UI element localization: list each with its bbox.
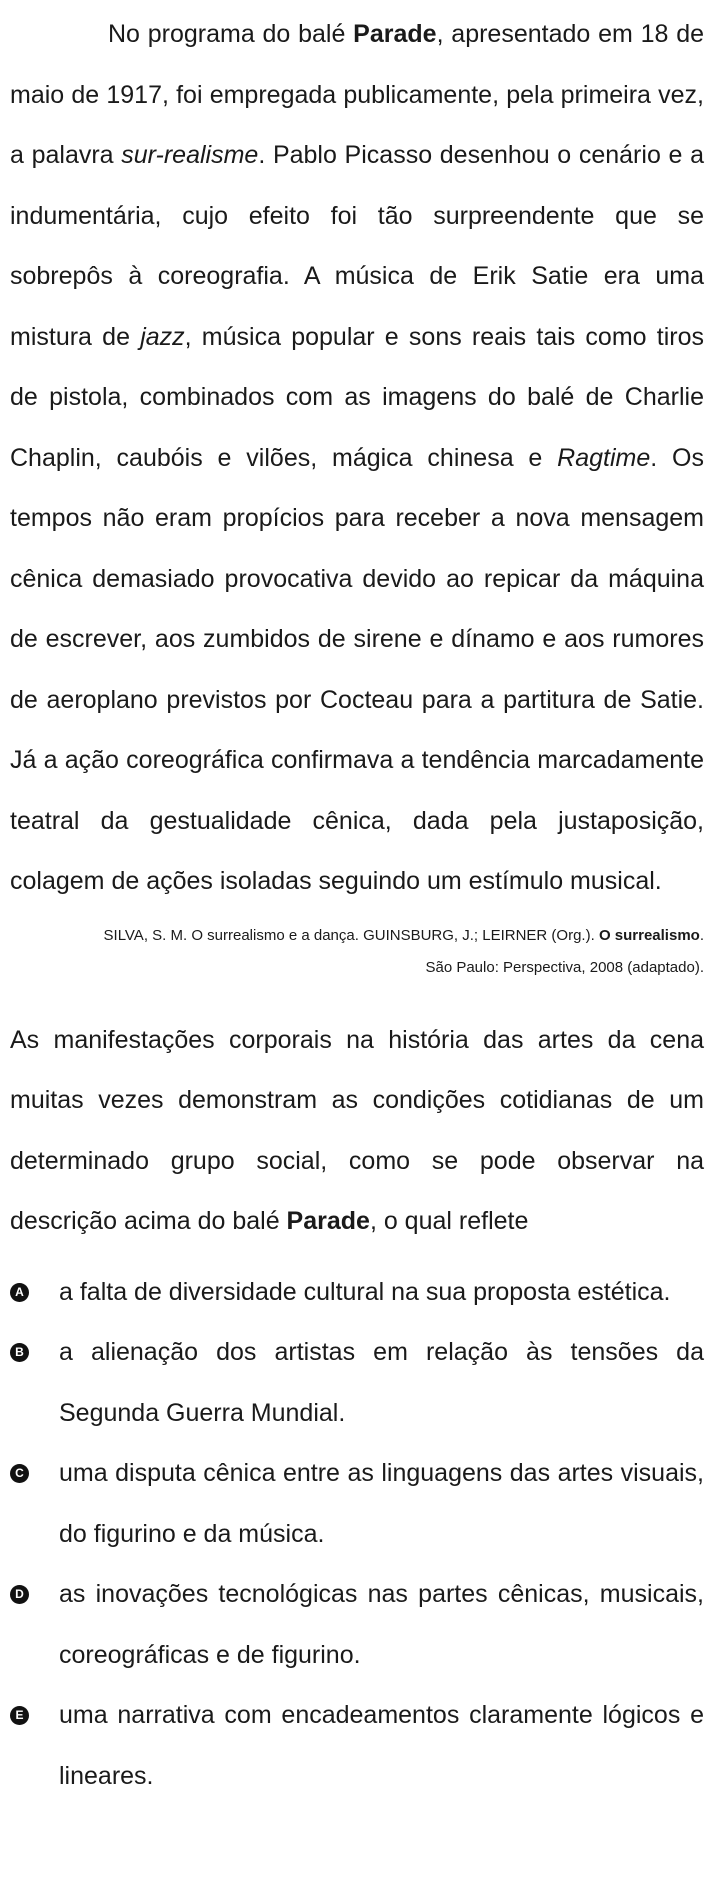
answer-options bbox=[10, 1262, 704, 1807]
option-e-text: uma narrativa com encadeamentos claramente lógicos e lineares. bbox=[59, 1701, 704, 1790]
question-ballet-title: Parade bbox=[286, 1207, 370, 1235]
question-seg-1: As manifestações corporais na história das artes da cena muitas vezes demonstram as condições cotidianas de um determinado grupo social, como se pode observar na descrição acima do balé bbox=[10, 1025, 704, 1235]
option-d[interactable] bbox=[10, 1564, 704, 1685]
citation-line-2: São Paulo: Perspectiva, 2008 (adaptado). bbox=[425, 958, 704, 976]
term-jazz: jazz bbox=[140, 322, 185, 351]
citation-line-1 bbox=[10, 920, 704, 952]
source-citation bbox=[10, 920, 704, 984]
ballet-title: Parade bbox=[353, 20, 437, 48]
term-ragtime: Ragtime bbox=[557, 443, 651, 472]
question-seg-3: , o qual reflete bbox=[369, 1207, 529, 1235]
option-b-letter-icon: B bbox=[10, 1343, 29, 1362]
option-d-letter-icon: D bbox=[10, 1585, 29, 1604]
option-a-letter-icon: A bbox=[10, 1283, 29, 1302]
option-c-text: uma disputa cênica entre as linguagens das artes visuais, do figurino e da música. bbox=[59, 1459, 704, 1548]
option-d-text: as inovações tecnológicas nas partes cênicas, musicais, coreográficas e de figurino. bbox=[59, 1580, 704, 1669]
citation-period: . bbox=[699, 926, 704, 944]
option-b[interactable] bbox=[10, 1322, 704, 1443]
passage-seg-5: . Pablo Picasso desenhou o cenário e a indumentária, cujo efeito foi tão surpreendente que se sobrepôs à coreografia. A música de Erik Satie era uma mistura de bbox=[10, 141, 704, 351]
term-sur-realisme: sur-realisme bbox=[121, 141, 259, 169]
citation-authors: SILVA, S. M. O surrealismo e a dança. GUINSBURG, J.; LEIRNER (Org.). bbox=[103, 926, 599, 944]
option-b-text: a alienação dos artistas em relação às tensões da Segunda Guerra Mundial. bbox=[59, 1338, 704, 1427]
option-e-letter-icon: E bbox=[10, 1706, 29, 1725]
option-c-letter-icon: C bbox=[10, 1464, 29, 1483]
passage-seg-1: No programa do balé bbox=[108, 20, 354, 48]
option-a[interactable] bbox=[10, 1262, 704, 1323]
option-a-text: a falta de diversidade cultural na sua proposta estética. bbox=[59, 1277, 671, 1306]
citation-book-title: O surrealismo bbox=[598, 926, 700, 944]
passage-text bbox=[10, 4, 704, 912]
question-stem bbox=[10, 1010, 704, 1252]
option-c[interactable] bbox=[10, 1443, 704, 1564]
passage-seg-3: , apresentado em 18 de maio de 1917, foi empregada publicamente, pela primeira vez, a palavra bbox=[10, 20, 704, 169]
option-e[interactable] bbox=[10, 1685, 704, 1806]
passage-seg-7: , música popular e sons reais tais como tiros de pistola, combinados com as imagens do balé de Charlie Chaplin, caubóis e vilões, mágica chinesa e bbox=[10, 322, 704, 472]
passage-seg-9: . Os tempos não eram propícios para receber a nova mensagem cênica demasiado provocativa devido ao repicar da máquina de escrever, aos zumbidos de sirene e dínamo e aos rumores de aeroplano previstos por Cocteau para a partitura de Satie. Já a ação coreográfica confirmava a tendência marcadamente teatral da gestualidade cênica, dada pela justaposição, colagem de ações isoladas seguindo um estímulo musical. bbox=[10, 443, 704, 895]
